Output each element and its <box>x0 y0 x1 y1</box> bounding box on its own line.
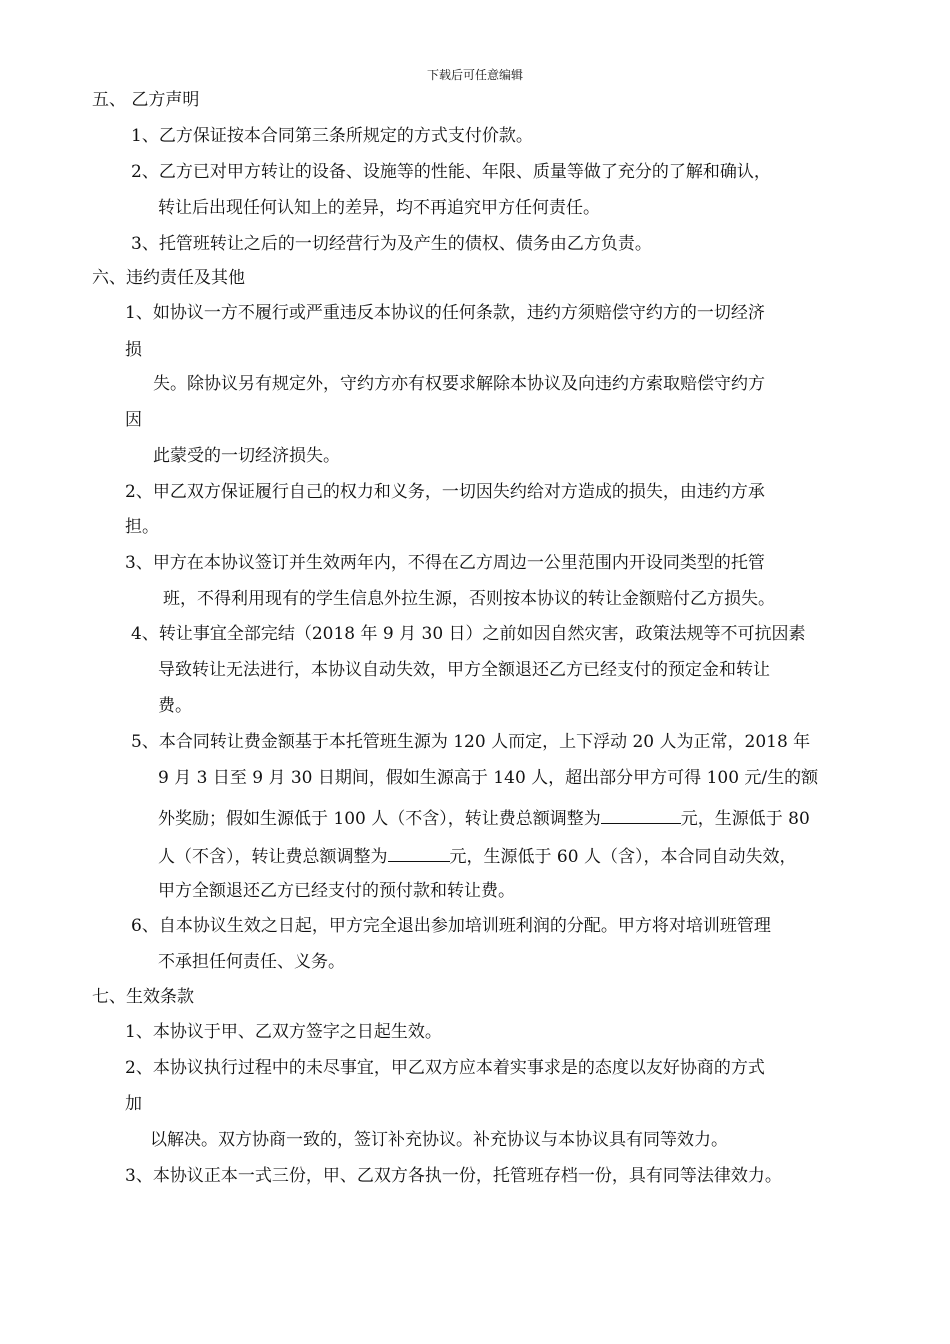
page-header-note: 下载后可任意编辑 <box>426 68 523 82</box>
clause-text: 外奖励；假如生源低于 100 人（不含），转让费总额调整为 <box>158 809 601 829</box>
clause-text: 元，生源低于 80 <box>680 809 810 829</box>
section-heading: 七、生效条款 <box>92 987 194 1007</box>
clause-line: 加 <box>125 1094 142 1114</box>
clause-line: 4、转让事宜全部完结（2018 年 9 月 30 日）之前如因自然灾害，政策法规等不可抗因素 <box>131 624 806 644</box>
clause-line: 以解决。双方协商一致的，签订补充协议。补充协议与本协议具有同等效力。 <box>150 1130 728 1150</box>
clause-line: 9 月 3 日至 9 月 30 日期间，假如生源高于 140 人，超出部分甲方可得 100 元/生的额 <box>158 768 819 788</box>
section-heading: 五、 乙方声明 <box>92 90 200 110</box>
clause-line: 不承担任何责任、义务。 <box>158 952 345 972</box>
clause-line: 1、本协议于甲、乙双方签字之日起生效。 <box>125 1022 442 1042</box>
clause-line: 班，不得利用现有的学生信息外拉生源，否则按本协议的转让金额赔付乙方损失。 <box>163 589 775 609</box>
clause-text: 人（不含），转让费总额调整为 <box>158 847 388 867</box>
clause-line: 失。除协议另有规定外，守约方亦有权要求解除本协议及向违约方索取赔偿守约方 <box>153 374 765 394</box>
clause-line: 3、本协议正本一式三份，甲、乙双方各执一份，托管班存档一份，具有同等法律效力。 <box>125 1166 782 1186</box>
clause-line <box>158 843 796 867</box>
clause-line: 6、自本协议生效之日起，甲方完全退出参加培训班利润的分配。甲方将对培训班管理 <box>131 916 771 936</box>
section-heading: 六、违约责任及其他 <box>92 268 245 288</box>
clause-line: 因 <box>125 410 142 430</box>
clause-line: 2、本协议执行过程中的未尽事宜，甲乙双方应本着实事求是的态度以友好协商的方式 <box>125 1058 765 1078</box>
clause-line: 转让后出现任何认知上的差异，均不再追究甲方任何责任。 <box>158 198 600 218</box>
clause-line <box>158 805 810 829</box>
clause-line: 2、甲乙双方保证履行自己的权力和义务，一切因失约给对方造成的损失，由违约方承 <box>125 482 765 502</box>
clause-line: 导致转让无法进行，本协议自动失效，甲方全额退还乙方已经支付的预定金和转让 <box>158 660 770 680</box>
clause-line: 此蒙受的一切经济损失。 <box>153 446 340 466</box>
blank-amount-field <box>601 805 681 824</box>
clause-line: 1、乙方保证按本合同第三条所规定的方式支付价款。 <box>131 126 533 146</box>
clause-line: 担。 <box>125 517 159 537</box>
clause-text: 元，生源低于 60 人（含），本合同自动失效， <box>449 847 797 867</box>
clause-line: 2、乙方已对甲方转让的设备、设施等的性能、年限、质量等做了充分的了解和确认， <box>131 162 771 182</box>
clause-line: 费。 <box>158 696 192 716</box>
clause-line: 1、如协议一方不履行或严重违反本协议的任何条款，违约方须赔偿守约方的一切经济 <box>125 303 765 323</box>
clause-line: 损 <box>125 340 142 360</box>
blank-amount-field <box>388 843 450 862</box>
clause-line: 3、托管班转让之后的一切经营行为及产生的债权、债务由乙方负责。 <box>131 234 652 254</box>
clause-line: 甲方全额退还乙方已经支付的预付款和转让费。 <box>158 881 515 901</box>
clause-line: 3、甲方在本协议签订并生效两年内，不得在乙方周边一公里范围内开设同类型的托管 <box>125 553 765 573</box>
clause-line: 5、本合同转让费金额基于本托管班生源为 120 人而定，上下浮动 20 人为正常，2018 年 <box>131 732 811 752</box>
